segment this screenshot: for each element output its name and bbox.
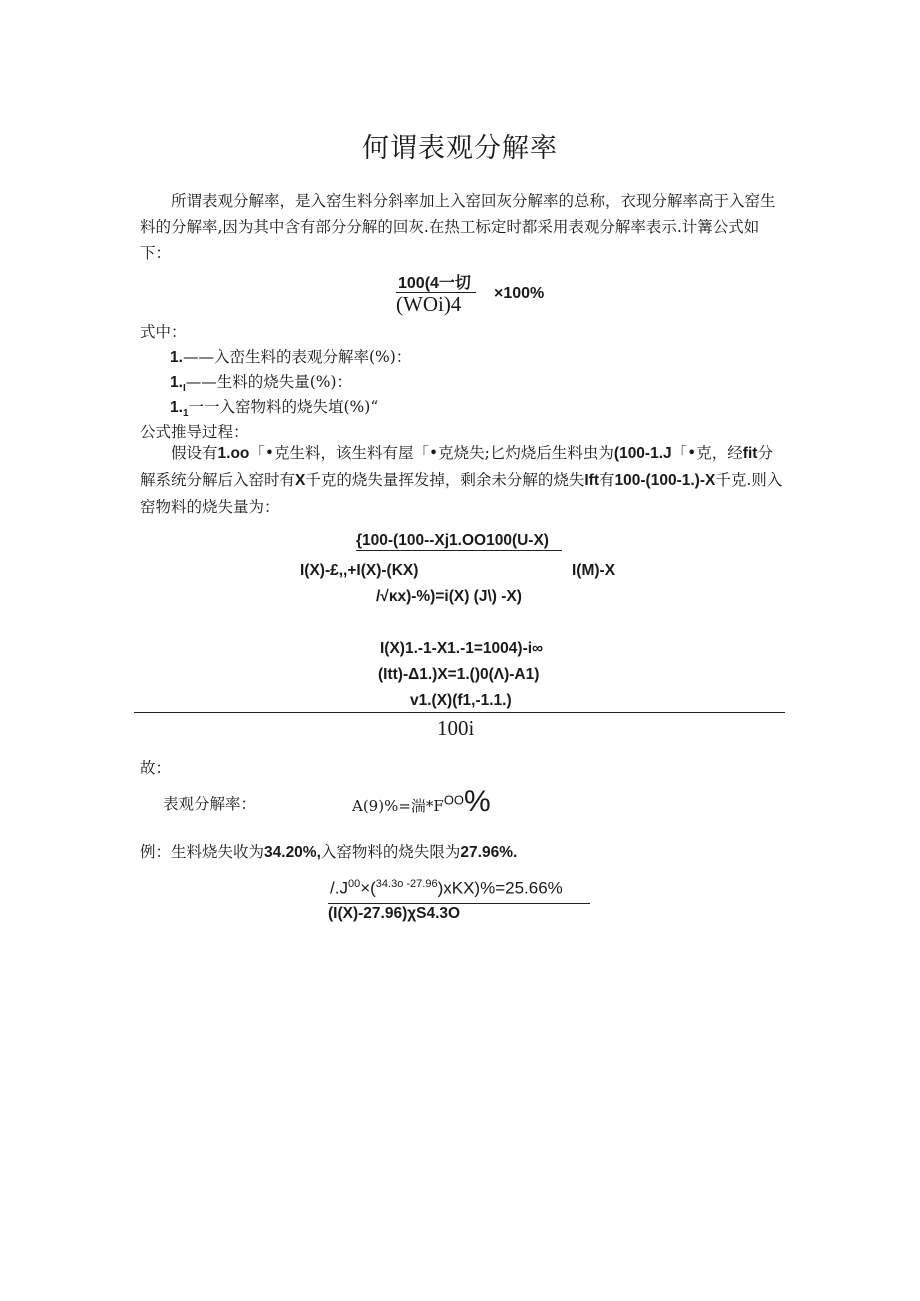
derivation-label: 公式推导过程： xyxy=(140,423,249,441)
calc-sup: 00 xyxy=(347,878,361,890)
deriv-text: 假设有 xyxy=(171,444,218,462)
deriv-text: 有 xyxy=(599,471,615,489)
calc-sup: 34.3o -27.96 xyxy=(375,878,438,890)
deriv-value: 1.oo xyxy=(217,445,250,462)
deriv-value: Ift xyxy=(584,472,600,489)
calc-fraction-bar xyxy=(328,903,590,904)
def-subscript: I xyxy=(182,383,186,395)
deriv-text: 「•克，经 xyxy=(671,444,743,462)
deriv-text: 千克.则入窑物料的烧失量为： xyxy=(140,471,783,516)
definition-2 xyxy=(170,370,352,394)
equation-4: I(X)1.-1-X1.-1=1004)-i∞ xyxy=(380,640,544,657)
result-text: A(9)%=湍*F xyxy=(352,797,444,815)
equation-1: {100-(100--Xj1.OO100(U-X) xyxy=(356,532,549,549)
equation-2-right: I(M)-X xyxy=(572,562,616,579)
equation-7: 100i xyxy=(437,716,475,740)
equation-3: /√κx)-%)=i(X) (J\) -X) xyxy=(376,588,522,605)
intro-paragraph: 所谓表观分解率，是入窑生料分斜率加上入窑回灰分解率的总称，衣现分解率高于入窑生料的分解率,因为其中含有部分分解的回灰.在热工标定时都采用表观分解率表示.计篝公式如下： xyxy=(140,192,776,262)
deriv-value: 100-(100-1.)-X xyxy=(614,472,716,489)
def-symbol: 1. xyxy=(170,374,183,391)
deriv-value: X xyxy=(295,472,306,489)
deriv-text: 「•克生料，该生料有屋「•克烧失;匕灼烧后生料虫为 xyxy=(249,444,614,462)
calculation-2: (I(X)-27.96)χS4.3O xyxy=(328,905,461,922)
formula-denominator: (WOi)4 xyxy=(396,292,462,316)
formula-numerator: 100(4一切 xyxy=(398,275,471,292)
deriv-value: fit xyxy=(742,445,758,462)
therefore-label: 故： xyxy=(140,759,172,777)
equation-5: (Itt)-Δ1.)X=1.()0(Λ)-A1) xyxy=(378,666,540,683)
deriv-text: 千克的烧失量挥发掉，剩余未分解的烧失 xyxy=(305,471,585,489)
def-text: ——生料的烧失量(%)： xyxy=(185,373,353,391)
definition-1 xyxy=(170,345,411,367)
result-pct: % xyxy=(464,785,491,818)
example-value: 34.20%, xyxy=(264,844,321,861)
calculation-1 xyxy=(330,878,563,899)
where-label: 式中： xyxy=(140,323,187,341)
deriv-value: (100-1.J xyxy=(613,445,672,462)
def-symbol: 1. xyxy=(170,349,183,366)
example-line xyxy=(140,840,517,862)
formula-multiplier: ×100% xyxy=(494,285,545,302)
equation-underline xyxy=(356,550,562,551)
derivation-paragraph xyxy=(140,440,788,520)
calc-part: ×( xyxy=(360,878,376,898)
deriv-text: 分解系统分解后入窑时有 xyxy=(140,444,773,489)
calc-part: )xKX)%=25.66% xyxy=(437,878,563,898)
def-text: ——入峦生料的表观分解率(%)： xyxy=(182,348,412,366)
equation-2: I(X)-£,,+I(X)-(KX) xyxy=(300,562,419,579)
result-sup: OO xyxy=(443,792,465,808)
example-value: 27.96%. xyxy=(460,844,518,861)
def-symbol: 1. xyxy=(170,399,183,416)
result-label: 表观分解率： xyxy=(163,795,257,813)
def-text: 一一入窑物料的烧失埴(%)“ xyxy=(188,398,379,416)
result-formula xyxy=(352,785,491,819)
example-text: 例：生料烧失收为 xyxy=(140,843,265,861)
equation-6: v1.(X)(f1,-1.1.) xyxy=(410,692,512,709)
def-subscript: 1 xyxy=(182,408,189,420)
calc-part: /.J xyxy=(330,878,348,898)
page-title: 何谓表观分解率 xyxy=(362,133,558,164)
divider-line xyxy=(134,712,785,713)
example-text: 入窑物料的烧失限为 xyxy=(320,843,461,861)
definition-3 xyxy=(170,395,378,419)
